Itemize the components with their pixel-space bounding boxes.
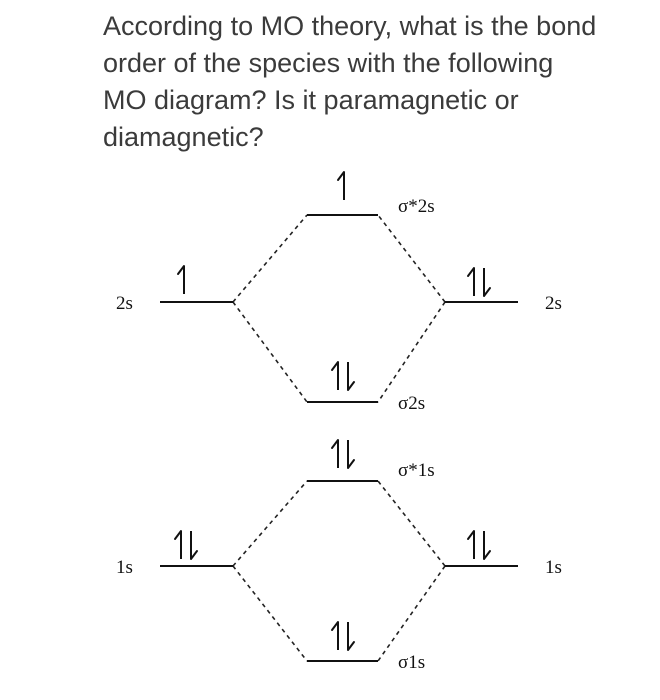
electron-pair-sigma-1s [332,622,354,650]
electron-up-sigma-star-2s [338,172,344,200]
electron-pair-right-1s [468,531,490,559]
question-text: According to MO theory, what is the bond order of the species with the following MO diagram? Is it paramagnetic or diamagnetic? [103,11,597,152]
connector-right2s-sigmastar2s [378,215,445,302]
label-sigma-1s: σ1s [398,652,426,673]
electron-pair-sigma-2s [332,362,354,390]
label-right-2s: 2s [545,293,562,314]
connector-left2s-sigmastar2s [233,215,307,302]
label-left-1s: 1s [116,557,133,578]
connector-left2s-sigma2s [233,302,307,402]
label-right-1s: 1s [545,557,562,578]
label-sigma-star-2s: σ*2s [398,196,435,217]
electron-up-left-2s [178,266,184,294]
label-sigma-2s: σ2s [398,393,426,414]
connector-left1s-sigma1s [233,566,307,661]
connector-right1s-sigma1s [378,566,445,661]
connector-right2s-sigma2s [378,302,445,402]
electron-pair-sigma-star-1s [332,440,354,468]
label-left-2s: 2s [116,293,133,314]
connector-right1s-sigmastar1s [378,481,445,566]
electron-pair-right-2s [468,268,490,296]
connector-left1s-sigmastar1s [233,481,307,566]
electron-pair-left-1s [175,531,197,559]
label-sigma-star-1s: σ*1s [398,460,435,481]
